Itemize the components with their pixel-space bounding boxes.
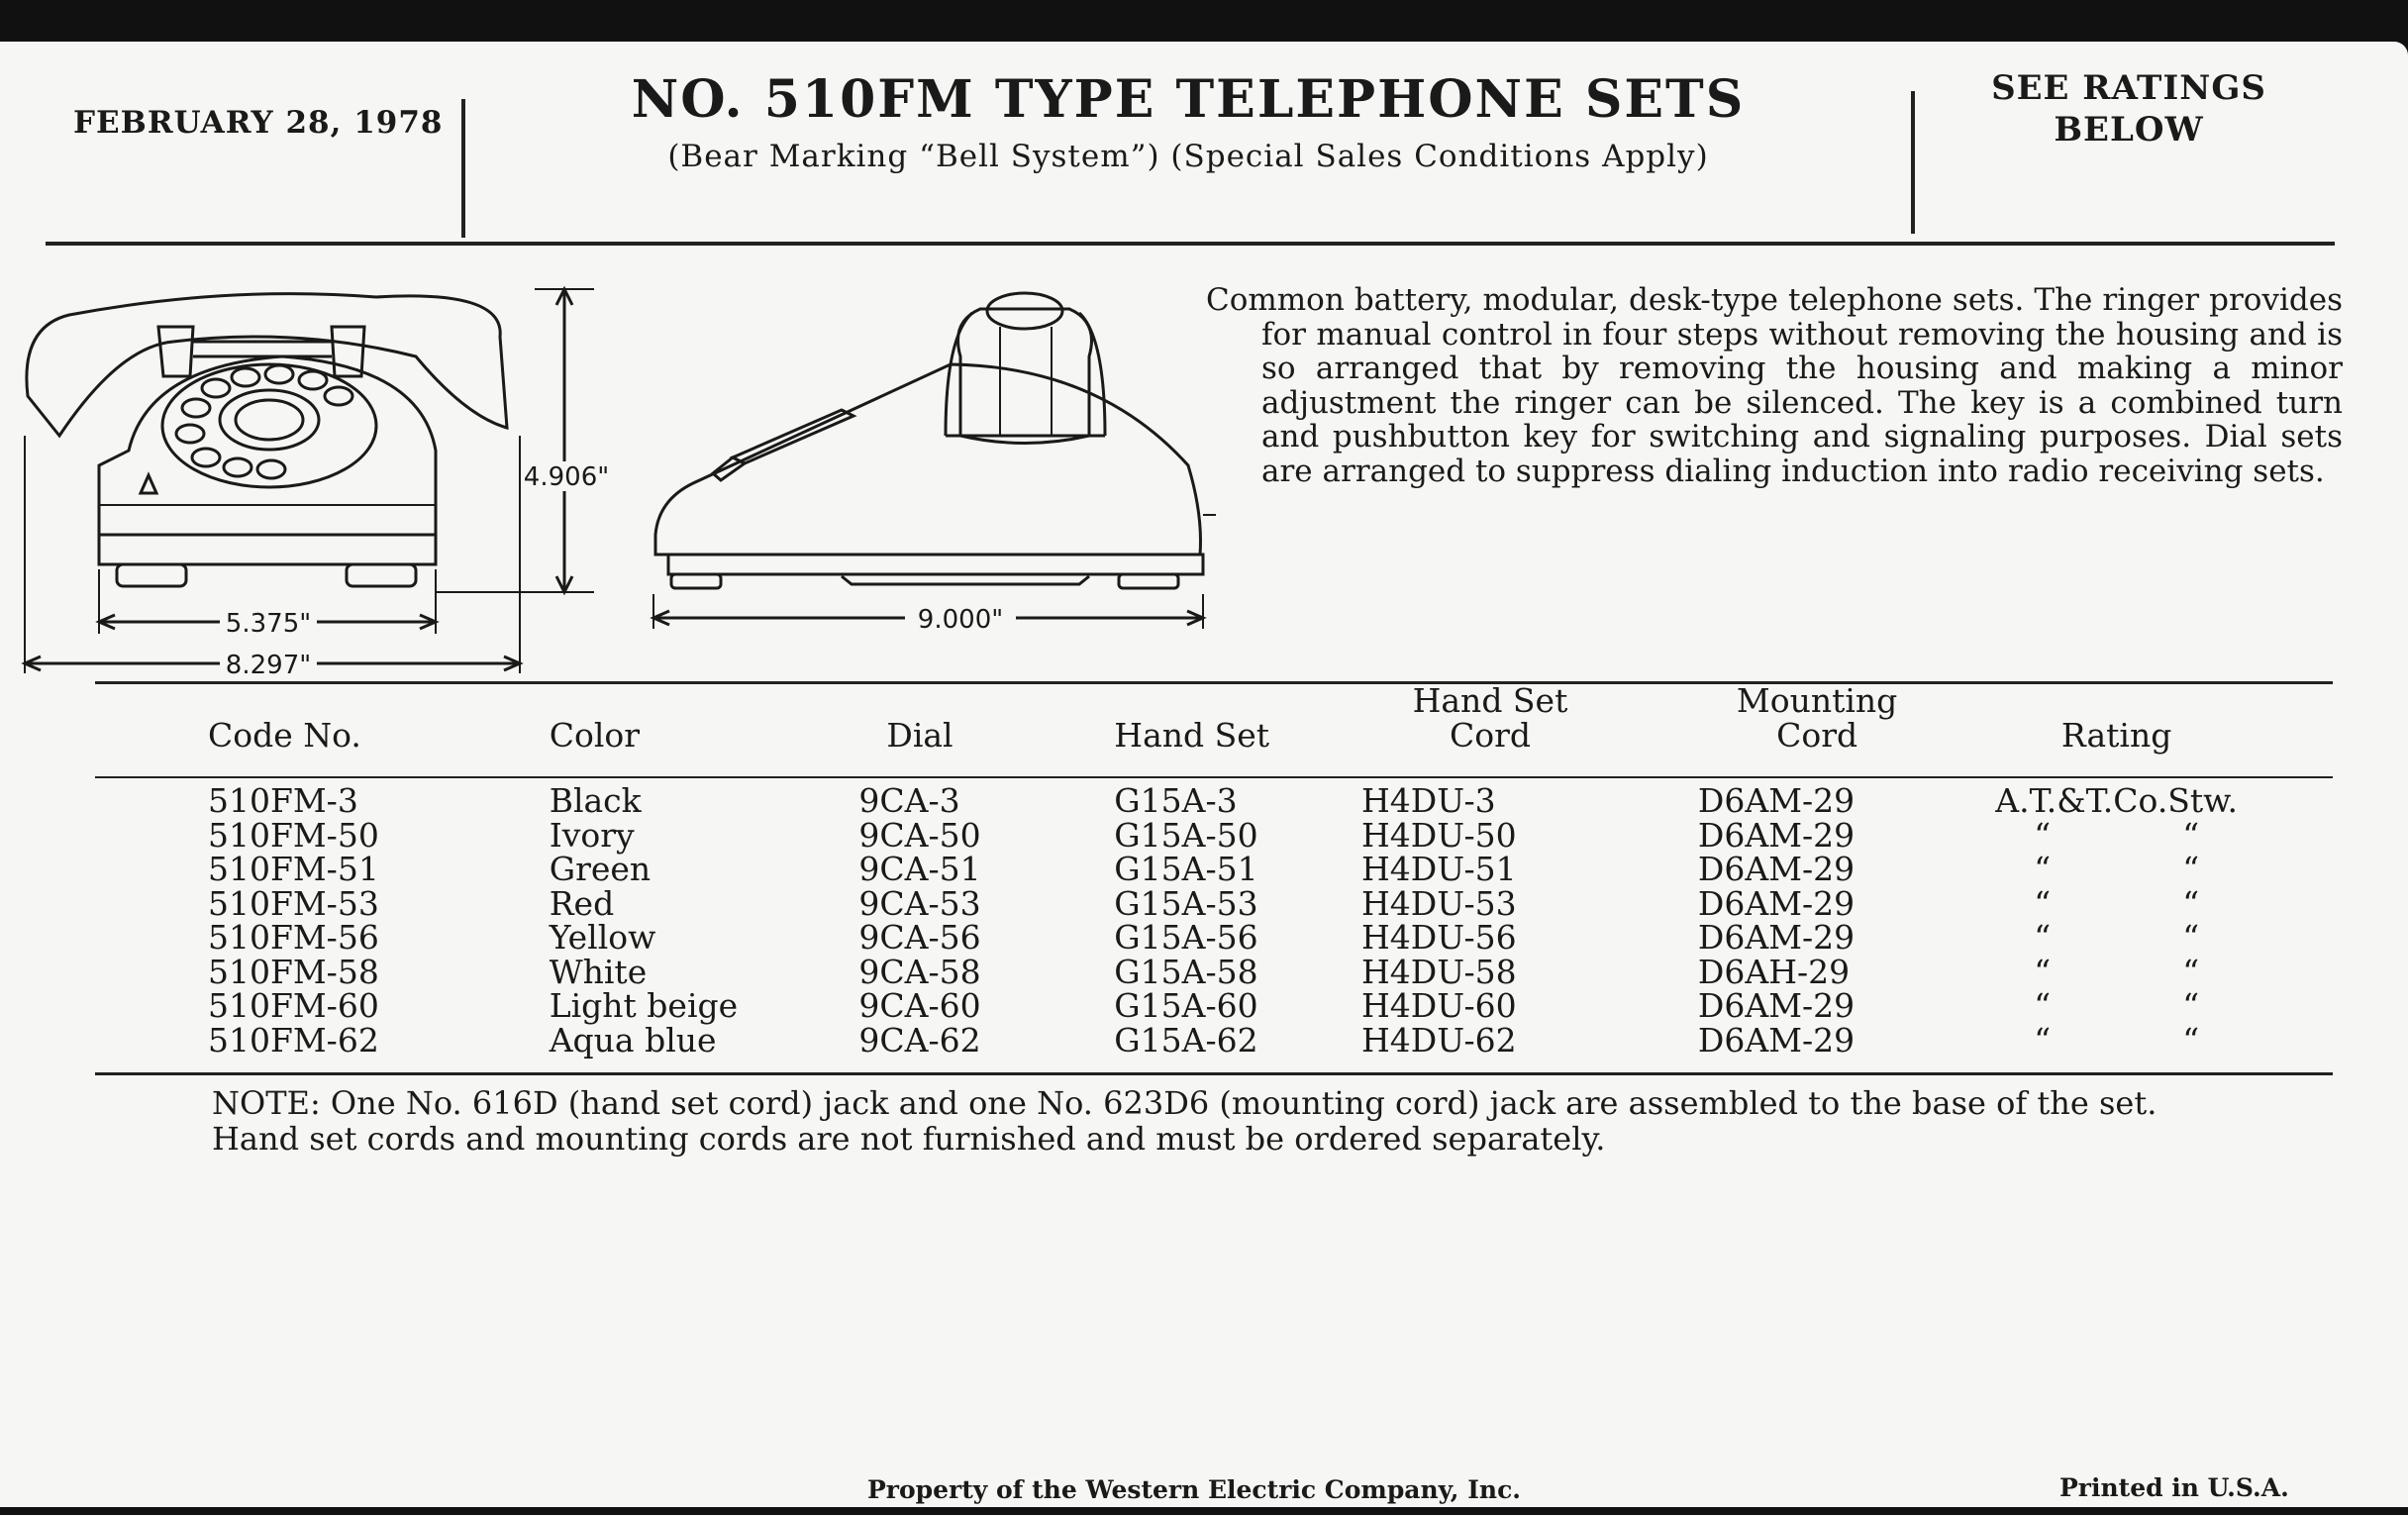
cell-hand-set-cord: H4DU-50 — [1361, 815, 1517, 855]
dial-finger-holes — [176, 365, 352, 478]
cell-code: 510FM-56 — [208, 918, 379, 957]
ditto-mark: “ — [2182, 815, 2200, 855]
table-bottom-rule — [95, 1072, 2333, 1075]
table-row — [198, 887, 2238, 922]
cell-mounting-cord: D6AM-29 — [1697, 918, 1856, 957]
col-header-mounting-cord: Mounting Cord — [1736, 681, 1898, 755]
col-header-code: Code No. — [208, 716, 361, 755]
cell-code: 510FM-50 — [208, 815, 379, 855]
cell-mounting-cord: D6AM-29 — [1697, 781, 1856, 820]
cell-code: 510FM-53 — [208, 883, 379, 923]
ditto-mark: “ — [2034, 815, 2052, 855]
footer-property: Property of the Western Electric Company, Inc. — [867, 1475, 1522, 1504]
cell-dial: 9CA-53 — [858, 883, 981, 923]
ditto-mark: “ — [2034, 883, 2052, 923]
cell-hand-set: G15A-51 — [1114, 850, 1258, 888]
header-date: FEBRUARY 28, 1978 — [73, 105, 444, 141]
cell-rating — [1995, 918, 2238, 957]
ditto-mark: “ — [2182, 1020, 2200, 1060]
table-header-rule — [95, 776, 2333, 778]
cell-dial: 9CA-62 — [858, 1020, 981, 1060]
cell-hand-set: G15A-50 — [1114, 815, 1258, 855]
cell-color: Yellow — [549, 918, 656, 957]
col-header-dial: Dial — [886, 716, 953, 755]
footer-printed: Printed in U.S.A. — [2059, 1473, 2289, 1502]
cell-code: 510FM-51 — [208, 850, 379, 888]
cell-hand-set: G15A-62 — [1114, 1020, 1258, 1060]
telephone-drawings — [0, 0, 1218, 693]
cell-mounting-cord: D6AM-29 — [1697, 850, 1856, 888]
cell-hand-set-cord: H4DU-53 — [1361, 883, 1517, 923]
cell-dial: 9CA-60 — [858, 986, 981, 1025]
header-divider-right — [1911, 91, 1915, 234]
table-row — [198, 766, 2238, 819]
cell-mounting-cord: D6AM-29 — [1697, 815, 1856, 855]
table-row — [198, 819, 2238, 854]
table-row — [198, 956, 2238, 990]
ditto-mark: “ — [2034, 850, 2052, 888]
cell-dial: 9CA-3 — [858, 781, 960, 820]
cell-color: White — [549, 952, 648, 991]
cell-hand-set: G15A-3 — [1114, 781, 1238, 820]
cell-color: Green — [549, 850, 652, 888]
ditto-mark: “ — [2182, 883, 2200, 923]
header-ratings-line1: SEE RATINGS — [1991, 68, 2266, 108]
cell-hand-set-cord: H4DU-51 — [1361, 850, 1517, 888]
col-header-color: Color — [549, 716, 641, 755]
ditto-mark: “ — [2182, 850, 2200, 888]
side-view-drawing — [653, 293, 1216, 632]
cell-rating — [1995, 883, 2238, 923]
ditto-mark: “ — [2034, 918, 2052, 957]
cell-rating — [1995, 952, 2238, 991]
cell-code: 510FM-58 — [208, 952, 379, 991]
dimension-overall-width: 8.297" — [225, 651, 312, 680]
ditto-mark: “ — [2034, 1020, 2052, 1060]
cell-rating: A.T.&T.Co.Stw. — [1995, 781, 2238, 820]
header-ratings-line2: BELOW — [2054, 110, 2204, 150]
cell-hand-set: G15A-53 — [1114, 883, 1258, 923]
dimension-depth: 9.000" — [917, 605, 1004, 635]
page-subtitle: (Bear Marking “Bell System”) (Special Sales Conditions Apply) — [667, 139, 1709, 174]
dimension-base-width: 5.375" — [225, 609, 312, 639]
cell-rating — [1995, 815, 2238, 855]
ditto-mark: “ — [2034, 986, 2052, 1025]
cell-color: Light beige — [549, 986, 739, 1025]
cell-code: 510FM-62 — [208, 1020, 379, 1060]
cell-mounting-cord: D6AM-29 — [1697, 1020, 1856, 1060]
cell-color: Black — [549, 781, 642, 820]
col-header-hand-set: Hand Set — [1114, 716, 1270, 755]
col-header-rating: Rating — [2060, 716, 2172, 755]
cell-mounting-cord: D6AM-29 — [1697, 883, 1856, 923]
product-description: Common battery, modular, desk-type telephone sets. The ringer provides for manual control in four steps without removing the housing and is so arranged that by removing the housing and making a minor adjustment the ringer can be silenced. The key is a combined turn and pushbutton key for switching and signaling purposes. Dial sets are arranged to suppress dialing induction into radio receiving sets. — [1206, 282, 2343, 489]
cell-hand-set-cord: H4DU-60 — [1361, 986, 1517, 1025]
col-header-hand-set-cord: Hand Set Cord — [1412, 681, 1568, 755]
cell-hand-set: G15A-56 — [1114, 918, 1258, 957]
front-view-drawing — [25, 289, 608, 677]
cell-hand-set-cord: H4DU-58 — [1361, 952, 1517, 991]
cell-hand-set-cord: H4DU-3 — [1361, 781, 1496, 820]
cell-code: 510FM-60 — [208, 986, 379, 1025]
cell-hand-set-cord: H4DU-56 — [1361, 918, 1517, 957]
cell-color: Ivory — [549, 815, 635, 855]
cell-code: 510FM-3 — [208, 781, 358, 820]
cell-hand-set: G15A-60 — [1114, 986, 1258, 1025]
ditto-mark: “ — [2182, 986, 2200, 1025]
cell-dial: 9CA-56 — [858, 918, 981, 957]
ditto-mark: “ — [2034, 952, 2052, 991]
ditto-mark: “ — [2182, 918, 2200, 957]
page-title: NO. 510FM TYPE TELEPHONE SETS — [631, 69, 1746, 130]
dimension-height: 4.906" — [523, 462, 610, 492]
cell-color: Aqua blue — [549, 1020, 717, 1060]
cell-hand-set: G15A-58 — [1114, 952, 1258, 991]
table-row — [198, 853, 2238, 887]
cell-mounting-cord: D6AM-29 — [1697, 986, 1856, 1025]
table-row — [198, 989, 2238, 1024]
cell-rating — [1995, 1020, 2238, 1070]
header-ratings — [1941, 67, 2317, 151]
table-note: NOTE: One No. 616D (hand set cord) jack and one No. 623D6 (mounting cord) jack are assembled to the base of the set. Hand set cords and mounting cords are not furnished and must be ordered separately. — [212, 1084, 2157, 1158]
cell-mounting-cord: D6AH-29 — [1697, 952, 1851, 991]
cell-rating — [1995, 986, 2238, 1025]
table-header-row — [198, 683, 2238, 766]
cell-rating — [1995, 850, 2238, 888]
table-row — [198, 1024, 2238, 1070]
specs-table — [198, 683, 2238, 1069]
cell-dial: 9CA-51 — [858, 850, 981, 888]
cell-dial: 9CA-58 — [858, 952, 981, 991]
table-row — [198, 921, 2238, 956]
cell-dial: 9CA-50 — [858, 815, 981, 855]
ditto-mark: “ — [2182, 952, 2200, 991]
cell-hand-set-cord: H4DU-62 — [1361, 1020, 1517, 1060]
table-body — [198, 766, 2238, 1069]
cell-color: Red — [549, 883, 615, 923]
